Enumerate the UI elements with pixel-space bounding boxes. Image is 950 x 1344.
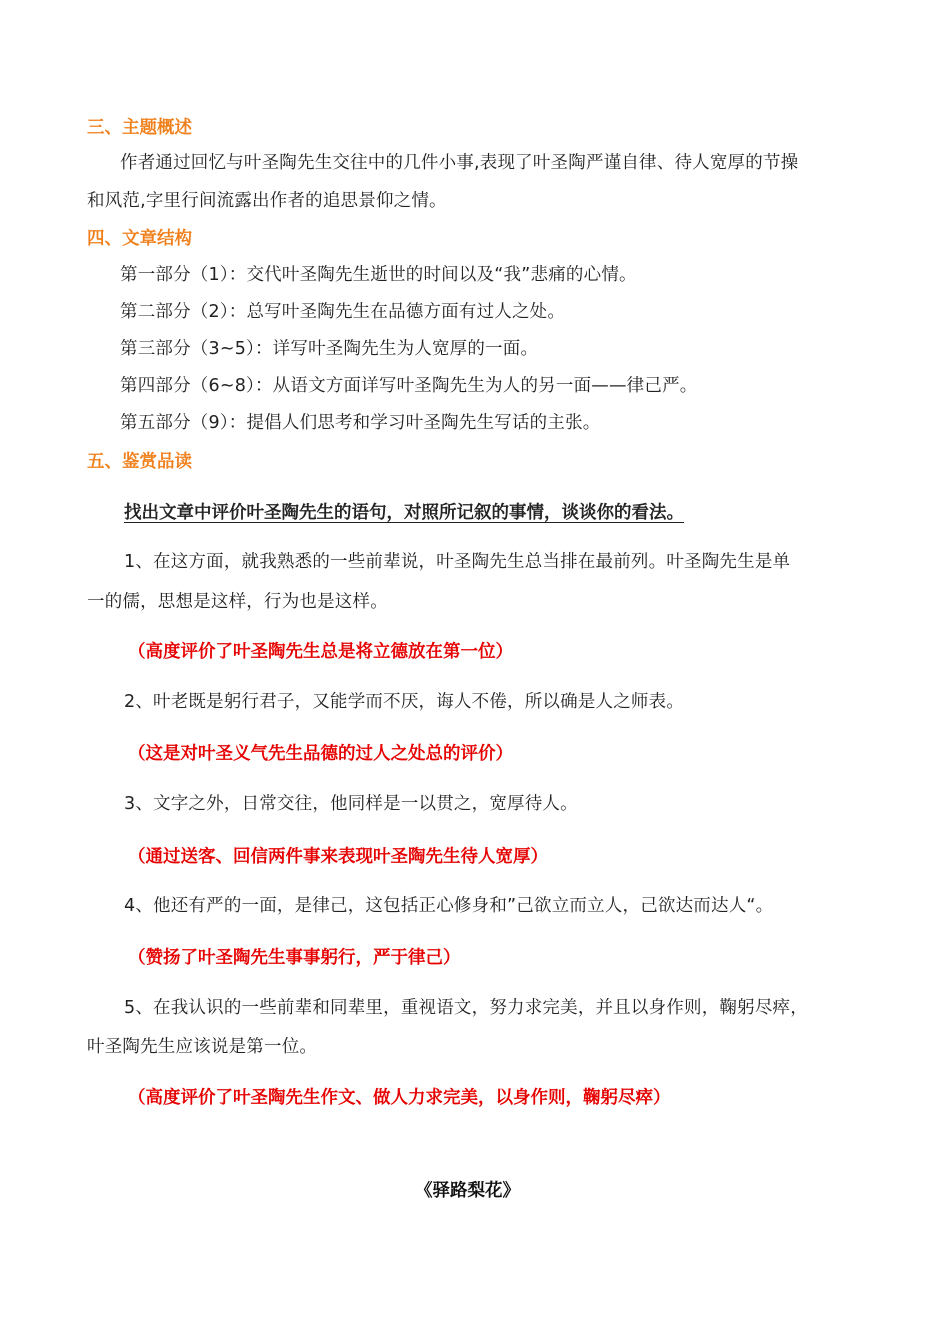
appreciation-question: 找出文章中评价叶圣陶先生的语句，对照所记叙的事情，谈谈你的看法。 [124,503,684,523]
quote-5-line-2: 叶圣陶先生应该说是第一位。 [87,1037,318,1057]
quote-1-comment: （高度评价了叶圣陶先生总是将立德放在第一位） [128,642,513,662]
theme-paragraph-line-1: 作者通过回忆与叶圣陶先生交往中的几件小事,表现了叶圣陶严谨自律、待人宽厚的节操 [120,153,799,173]
quote-1-line-1: 1、在这方面，就我熟悉的一些前辈说，叶圣陶先生总当排在最前列。叶圣陶先生是单 [124,552,791,572]
quote-3-line-1: 3、文字之外，日常交往，他同样是一以贯之，宽厚待人。 [124,794,578,814]
structure-part-2: 第二部分（2）：总写叶圣陶先生在品德方面有过人之处。 [120,302,566,322]
structure-part-3: 第三部分（3~5）：详写叶圣陶先生为人宽厚的一面。 [120,339,539,359]
quote-3-comment: （通过送客、回信两件事来表现叶圣陶先生待人宽厚） [128,847,548,867]
next-article-title: 《驿路梨花》 [415,1181,520,1201]
quote-4-comment: （赞扬了叶圣陶先生事事躬行，严于律己） [128,948,461,968]
quote-5-comment: （高度评价了叶圣陶先生作文、做人力求完美，以身作则，鞠躬尽瘁） [128,1088,671,1108]
quote-5-line-1: 5、在我认识的一些前辈和同辈里，重视语文，努力求完美，并且以身作则，鞠躬尽瘁， [124,998,808,1018]
quote-1-line-2: 一的儒，思想是这样，行为也是这样。 [87,592,388,612]
quote-4-line-1: 4、他还有严的一面，是律己，这包括正心修身和”己欲立而立人，己欲达而达人“。 [124,896,774,916]
section-heading-structure: 四、文章结构 [87,229,192,249]
structure-part-4: 第四部分（6~8）：从语文方面详写叶圣陶先生为人的另一面——律己严。 [120,376,698,396]
section-heading-theme: 三、主题概述 [87,118,192,138]
quote-2-comment: （这是对叶圣义气先生品德的过人之处总的评价） [128,744,513,764]
theme-paragraph-line-2: 和风范,字里行间流露出作者的追思景仰之情。 [87,191,447,211]
structure-part-1: 第一部分（1）：交代叶圣陶先生逝世的时间以及“我”悲痛的心情。 [120,265,637,285]
structure-part-5: 第五部分（9）：提倡人们思考和学习叶圣陶先生写话的主张。 [120,413,601,433]
quote-2-line-1: 2、叶老既是躬行君子，又能学而不厌，诲人不倦，所以确是人之师表。 [124,692,685,712]
section-heading-appreciation: 五、鉴赏品读 [87,452,192,472]
